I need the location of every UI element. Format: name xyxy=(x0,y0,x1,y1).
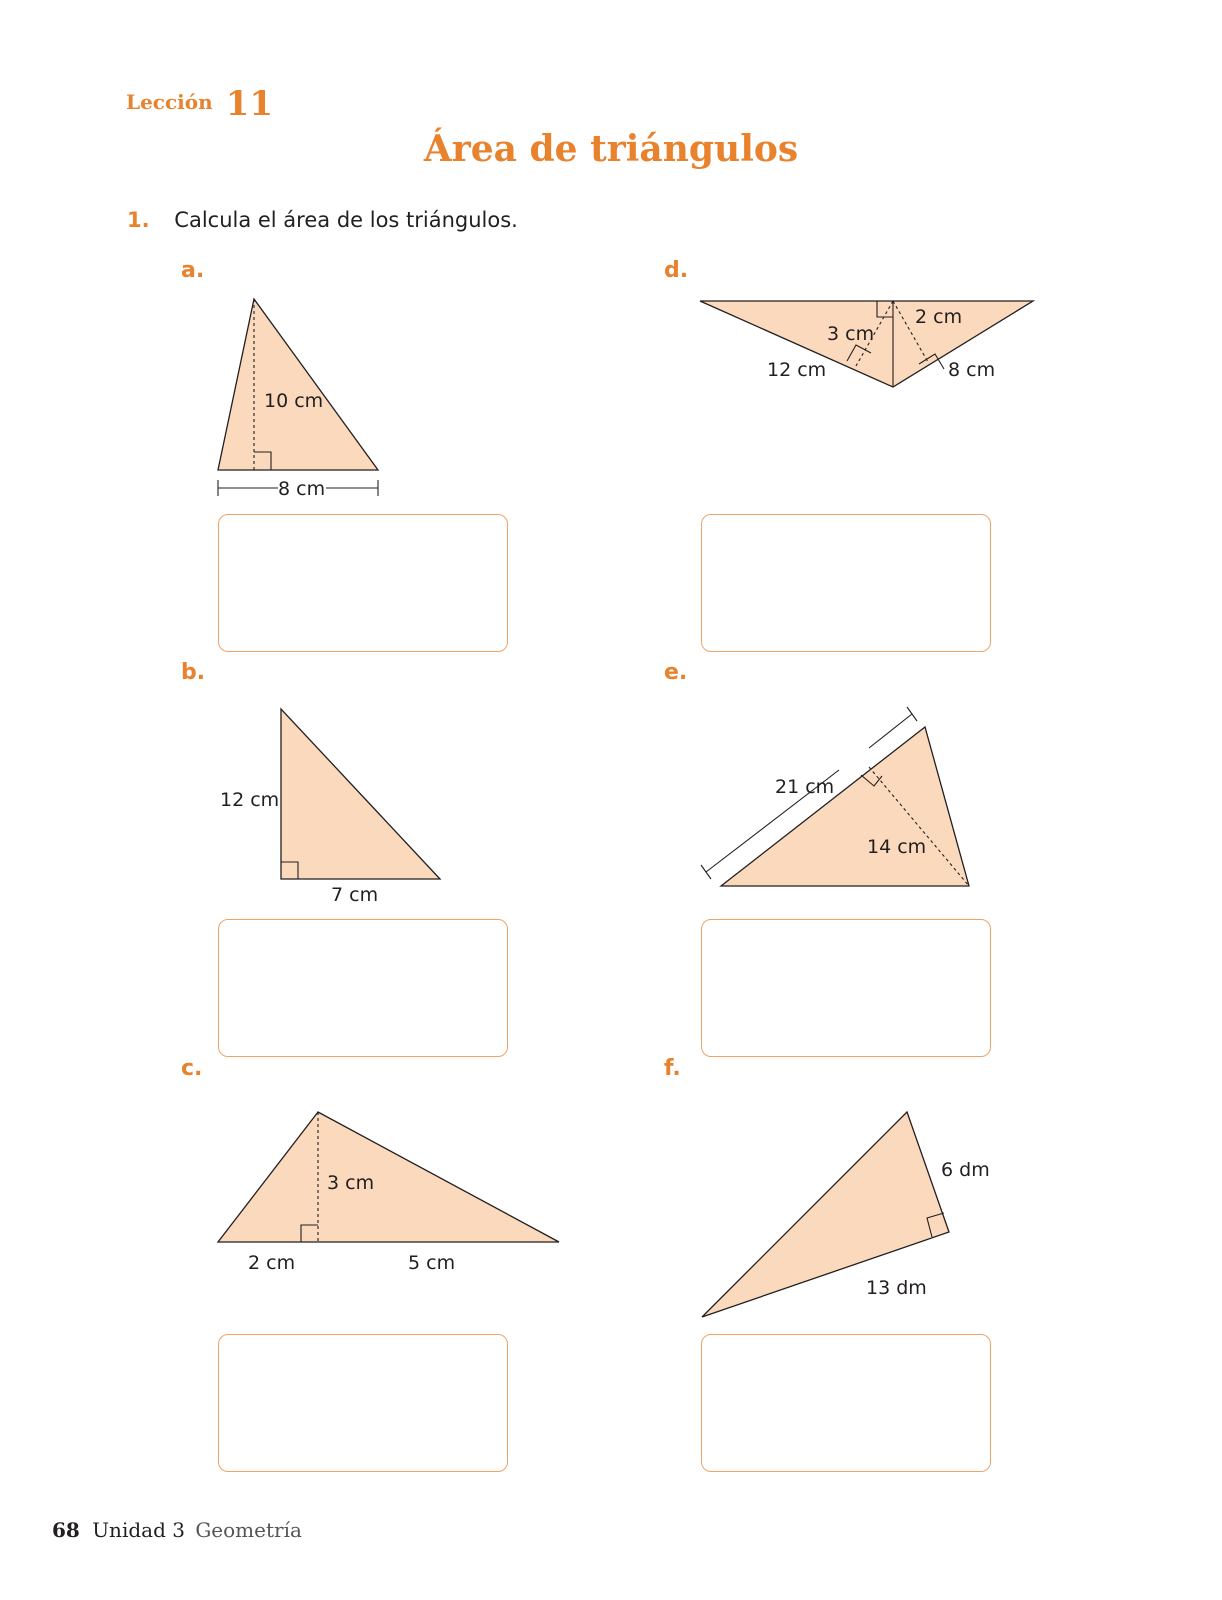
label-c-height: 3 cm xyxy=(327,1172,375,1194)
triangle-e xyxy=(721,727,969,886)
label-d-side-left: 12 cm xyxy=(767,359,827,381)
label-e-height: 14 cm xyxy=(867,836,927,858)
answer-box-b[interactable] xyxy=(218,919,508,1057)
unit-label: Unidad 3 xyxy=(92,1518,185,1542)
triangle-c xyxy=(218,1112,559,1242)
page-number: 68 xyxy=(52,1518,80,1542)
answer-box-a[interactable] xyxy=(218,514,508,652)
label-d-height-right: 2 cm xyxy=(915,306,963,328)
item-letter-b: b. xyxy=(181,660,206,685)
label-c-base-right: 5 cm xyxy=(408,1252,456,1274)
page-title: Área de triángulos xyxy=(423,128,799,170)
lesson-word: Lección xyxy=(126,90,213,114)
item-letter-d: d. xyxy=(664,258,689,283)
triangle-a xyxy=(218,299,378,470)
label-a-base: 8 cm xyxy=(278,478,326,500)
item-letter-a: a. xyxy=(181,258,205,283)
label-e-base: 21 cm xyxy=(775,776,835,798)
label-f-height: 6 dm xyxy=(941,1159,990,1181)
label-f-base: 13 dm xyxy=(866,1277,927,1299)
answer-box-e[interactable] xyxy=(701,919,991,1057)
answer-box-f[interactable] xyxy=(701,1334,991,1472)
question-text: Calcula el área de los triángulos. xyxy=(174,208,518,232)
label-b-base: 7 cm xyxy=(331,884,379,906)
subject-label: Geometría xyxy=(195,1518,302,1542)
item-letter-c: c. xyxy=(181,1056,203,1081)
label-d-height-left: 3 cm xyxy=(827,323,875,345)
answer-box-c[interactable] xyxy=(218,1334,508,1472)
label-b-height: 12 cm xyxy=(220,789,280,811)
item-letter-f: f. xyxy=(664,1056,681,1081)
label-c-base-left: 2 cm xyxy=(248,1252,296,1274)
item-letter-e: e. xyxy=(664,660,688,685)
answer-box-d[interactable] xyxy=(701,514,991,652)
lesson-number: 11 xyxy=(225,84,274,124)
label-a-height: 10 cm xyxy=(264,390,324,412)
triangle-b xyxy=(281,709,440,879)
label-d-side-right: 8 cm xyxy=(948,359,996,381)
footer xyxy=(52,1518,302,1542)
question-number: 1. xyxy=(127,208,150,232)
